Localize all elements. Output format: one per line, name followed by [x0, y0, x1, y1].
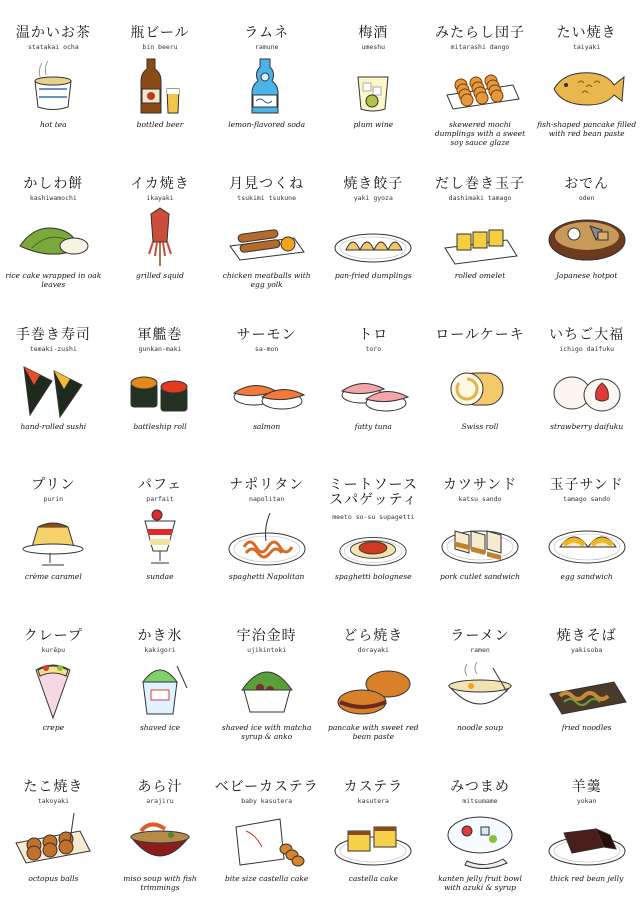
romaji-reading: yokan [576, 797, 597, 806]
food-item-5 [427, 0, 534, 151]
food-item-15 [213, 302, 320, 453]
english-translation: pan-fried dumplings [334, 270, 412, 280]
english-translation: skewered mochi dumplings with a sweet soy sauce glaze [434, 120, 526, 147]
japanese-name: トロ [358, 326, 389, 343]
japanese-name: どら焼き [343, 628, 404, 645]
english-translation: crème caramel [24, 572, 82, 582]
romaji-reading: taiyaki [572, 43, 601, 51]
romaji-reading: ichigo daifuku [559, 344, 615, 353]
english-translation: fatty tuna [354, 421, 392, 431]
romaji-reading: kakigori [144, 646, 176, 655]
english-translation: castella cake [348, 874, 398, 884]
english-translation: strawberry daifuku [550, 421, 624, 431]
japanese-name: ラーメン [450, 628, 510, 645]
food-item-27 [213, 603, 320, 754]
romaji-reading: ikayaki [146, 193, 174, 202]
crepe-icon [10, 658, 96, 720]
food-item-26 [107, 603, 214, 754]
ichigo-daifuku-icon [544, 357, 630, 419]
romaji-reading: dashimaki tamago [448, 193, 512, 202]
japanese-name: 軍艦巻 [137, 326, 183, 343]
romaji-reading: ramen [470, 646, 490, 655]
bottled-beer-icon [117, 55, 203, 117]
food-item-9 [213, 151, 320, 302]
food-item-31 [0, 754, 107, 905]
egg-sandwich-icon [544, 507, 630, 569]
gunkan-icon [117, 357, 203, 419]
food-item-3 [213, 0, 320, 151]
japanese-name: クレープ [23, 628, 83, 645]
food-item-29 [427, 603, 534, 754]
romaji-reading: kurēpu [41, 646, 66, 655]
takoyaki-icon [10, 809, 96, 871]
ramune-bottle-icon [224, 55, 310, 117]
english-translation: hot tea [39, 120, 67, 129]
japanese-name: イカ焼き [130, 175, 190, 192]
parfait-icon [117, 507, 203, 569]
food-item-16 [320, 302, 427, 453]
japanese-name: いちご大福 [549, 326, 625, 343]
gyoza-icon [330, 206, 416, 268]
english-translation: shaved ice with matcha syrup & anko [221, 723, 312, 742]
romaji-reading: arajiru [146, 797, 174, 806]
japanese-name: みたらし団子 [434, 25, 525, 41]
salmon-nigiri-icon [224, 357, 310, 419]
yakisoba-icon [544, 658, 630, 720]
japanese-name: だし巻き玉子 [434, 175, 525, 192]
romaji-reading: ujikintoki [247, 646, 287, 655]
food-item-32 [107, 754, 214, 905]
romaji-reading: dorayaki [357, 646, 389, 655]
food-item-10 [320, 151, 427, 302]
temaki-icon [10, 357, 96, 419]
japanese-name: 羊羹 [571, 779, 602, 796]
english-translation: Japanese hotpot [555, 270, 618, 280]
purin-icon [10, 507, 96, 569]
romaji-reading: temaki-zushi [29, 344, 77, 353]
food-item-19 [0, 452, 107, 603]
japanese-name: カツサンド [442, 477, 518, 494]
romaji-reading: kashiwamochi [29, 193, 77, 202]
food-item-23 [427, 452, 534, 603]
english-translation: bite size castella cake [224, 874, 309, 884]
food-item-13 [0, 302, 107, 453]
english-translation: kanten jelly fruit bowl with azuki & syrup [438, 874, 522, 893]
romaji-reading: mitarashi dango [450, 43, 510, 51]
yokan-icon [544, 809, 630, 871]
food-item-34 [320, 754, 427, 905]
english-translation: shaved ice [139, 723, 181, 733]
food-item-33 [213, 754, 320, 905]
japanese-name: あら汁 [137, 779, 183, 796]
japanese-name: 梅酒 [358, 25, 389, 41]
romaji-reading: sa-mon [254, 344, 279, 353]
romaji-reading: mitsumame [462, 797, 498, 806]
japanese-name: パフェ [137, 477, 183, 494]
grilled-squid-icon [117, 206, 203, 268]
romaji-reading: parfait [146, 495, 174, 504]
food-item-2 [107, 0, 214, 151]
kakigori-icon [117, 658, 203, 720]
napolitan-icon [224, 507, 310, 569]
baby-castella-icon [224, 809, 310, 871]
food-item-30 [533, 603, 640, 754]
food-item-36 [533, 754, 640, 905]
rolled-omelet-icon [437, 206, 523, 268]
japanese-name: ベビーカステラ [214, 779, 319, 796]
english-translation: crepe [42, 723, 65, 733]
dango-skewers-icon [437, 55, 523, 117]
japanese-name: ミートソース スパゲッティ [328, 477, 418, 509]
english-translation: battleship roll [133, 421, 187, 431]
food-item-18 [533, 302, 640, 453]
tsukune-icon [224, 206, 310, 268]
food-item-21 [213, 452, 320, 603]
romaji-reading: tsukimi tsukune [237, 193, 296, 202]
katsu-sando-icon [437, 507, 523, 569]
japanese-name: みつまめ [450, 779, 510, 796]
hot-tea-icon [10, 55, 96, 117]
romaji-reading: umeshu [361, 43, 386, 51]
food-item-8 [107, 151, 214, 302]
plum-wine-glass-icon [330, 55, 416, 117]
english-translation: spaghetti bolognese [335, 572, 412, 582]
english-translation: bottled beer [136, 120, 184, 129]
food-item-7 [0, 151, 107, 302]
ramen-bowl-icon [437, 658, 523, 720]
food-item-11 [427, 151, 534, 302]
mitsumame-icon [437, 809, 523, 871]
arajiru-icon [117, 809, 203, 871]
japanese-name: 瓶ビール [130, 25, 190, 41]
japanese-name: サーモン [236, 326, 297, 343]
english-translation: pancake with sweet red bean paste [328, 723, 419, 742]
english-translation: lemon-flavored soda [228, 120, 306, 129]
japanese-name: 手巻き寿司 [15, 326, 91, 343]
food-item-12 [533, 151, 640, 302]
english-translation: miso soup with fish trimmings [123, 874, 197, 893]
food-item-17 [427, 302, 534, 453]
food-item-6 [533, 0, 640, 151]
romaji-reading: statakai ocha [27, 43, 79, 51]
dorayaki-icon [330, 658, 416, 720]
japanese-name: かしわ餅 [23, 175, 84, 192]
japanese-name: 温かいお茶 [15, 25, 91, 41]
english-translation: thick red bean jelly [550, 874, 624, 884]
japanese-name: たい焼き [556, 25, 617, 41]
english-translation: sundae [146, 572, 174, 582]
toro-nigiri-icon [330, 357, 416, 419]
english-translation: fish-shaped pancake filled with red bean paste [537, 120, 637, 138]
romaji-reading: tamago sando [563, 495, 611, 504]
food-item-22 [320, 452, 427, 603]
romaji-reading: purin [43, 495, 64, 504]
japanese-name: カステラ [343, 779, 404, 796]
romaji-reading: takoyaki [37, 797, 69, 806]
romaji-reading: baby kasutera [241, 797, 293, 806]
kashiwamochi-icon [10, 206, 96, 268]
food-item-28 [320, 603, 427, 754]
romaji-reading: yaki gyoza [353, 193, 393, 202]
romaji-reading: kasutera [357, 797, 389, 806]
japanese-name: ラムネ [244, 25, 290, 41]
food-item-24 [533, 452, 640, 603]
castella-icon [330, 809, 416, 871]
romaji-reading: yakisoba [571, 646, 603, 655]
romaji-reading: meeto so-su supagetti [332, 513, 415, 522]
english-translation: rice cake wrapped in oak leaves [5, 270, 102, 289]
romaji-reading: toro [365, 344, 382, 353]
english-translation: chicken meatballs with egg yolk [222, 270, 311, 289]
romaji-reading: napolitan [249, 495, 285, 504]
romaji-reading: bin beeru [142, 43, 178, 51]
japanese-name: 玉子サンド [549, 477, 624, 494]
romaji-reading: oden [578, 193, 595, 202]
english-translation: spaghetti Napolitan [228, 572, 305, 582]
english-translation: grilled squid [136, 270, 184, 280]
english-translation: hand-rolled sushi [20, 421, 87, 431]
english-translation: pork cutlet sandwich [440, 572, 520, 582]
english-translation: plum wine [353, 120, 394, 129]
romaji-reading: katsu sando [458, 495, 502, 504]
taiyaki-icon [544, 55, 630, 117]
romaji-reading: ramune [254, 43, 279, 51]
food-item-20 [107, 452, 214, 603]
japanese-name: 宇治金時 [236, 628, 297, 645]
food-item-25 [0, 603, 107, 754]
english-translation: egg sandwich [560, 572, 613, 582]
ujikintoki-icon [224, 658, 310, 720]
japanese-name: 焼きそば [556, 628, 617, 645]
swiss-roll-icon [437, 357, 523, 419]
japanese-name: 月見つくね [229, 175, 305, 192]
english-translation: Swiss roll [461, 421, 499, 431]
english-translation: octopus balls [28, 874, 79, 884]
japanese-name: ロールケーキ [435, 326, 525, 343]
japanese-name: おでん [564, 175, 610, 192]
english-translation: noodle soup [457, 723, 503, 733]
japanese-name: プリン [31, 477, 76, 494]
oden-hotpot-icon [544, 206, 630, 268]
japanese-name: ナポリタン [229, 477, 305, 494]
food-item-14 [107, 302, 214, 453]
food-item-35 [427, 754, 534, 905]
food-item-4 [320, 0, 427, 151]
japanese-name: かき氷 [137, 628, 183, 645]
japanese-name: 焼き餃子 [343, 175, 404, 192]
food-item-1 [0, 0, 107, 151]
english-translation: rolled omelet [454, 270, 506, 280]
japanese-name: たこ焼き [23, 779, 84, 796]
english-translation: salmon [253, 421, 281, 431]
bolognese-icon [330, 520, 416, 574]
romaji-reading: gunkan-maki [138, 344, 182, 353]
english-translation: fried noodles [561, 723, 612, 733]
